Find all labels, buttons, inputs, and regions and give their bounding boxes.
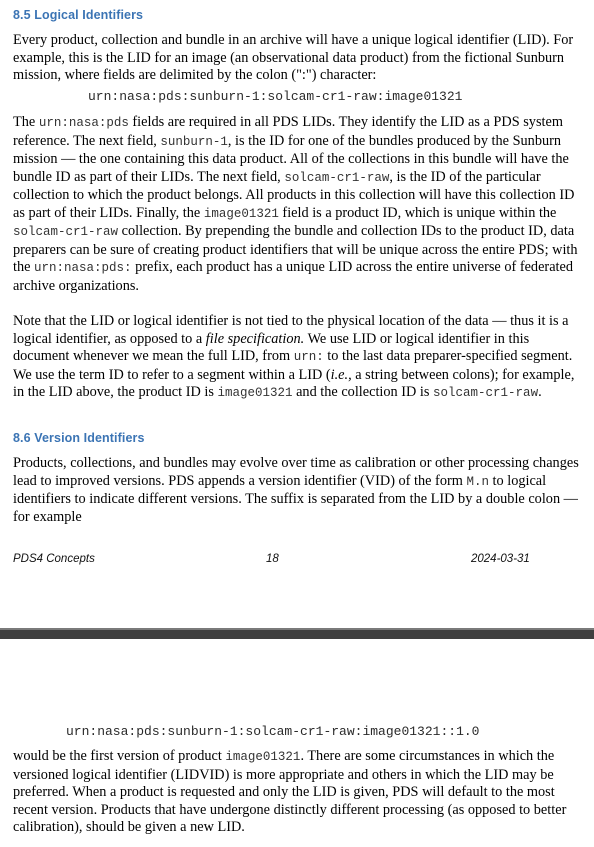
footer-document-title: PDS4 Concepts	[13, 553, 95, 565]
paragraph-lidvid: would be the first version of product image01321. There are some circumstances in which the versioned logical identifier (LIDVID) is more appropriate and others in which the LID may be preferred. When a product is requested and only the LID is given, PDS will default to the most recent version. Products that have undergone distinctly different processing (as opposed to better calibration), should be given a new LID.	[13, 748, 567, 835]
code-version-form: M.n	[466, 474, 489, 489]
paragraph-lid-note: Note that the LID or logical identifier is not tied to the physical location of the data — thus it is a logical identifier, as opposed to a file specification. We use LID or logical identifier in this document whenever we mean the full LID, from urn: to the last data preparer-specified segment. We use the term ID to refer to a segment within a LID (i.e., a string between colons); for example, in the LID above, the product ID is image01321 and the collection ID is solcam-cr1-raw.	[13, 313, 575, 400]
section-heading-version-identifiers: 8.6 Version Identifiers	[13, 431, 145, 445]
code-bundle-id: sunburn-1	[160, 134, 228, 149]
code-urn: urn:	[293, 350, 324, 364]
footer-date: 2024-03-31	[471, 553, 530, 565]
versioned-lid-example: urn:nasa:pds:sunburn-1:solcam-cr1-raw:image01321::1.0	[66, 724, 480, 739]
page-separator	[0, 628, 594, 639]
code-collection-id-example: solcam-cr1-raw	[433, 386, 539, 400]
footer-page-number: 18	[266, 553, 279, 565]
code-urn-nasa-pds: urn:nasa:pds	[38, 116, 129, 130]
paragraph-lid-fields: The urn:nasa:pds fields are required in all PDS LIDs. They identify the LID as a PDS system reference. The next field, sunburn-1, is the ID for one of the bundles produced by the Sunburn mission — the one containing this data product. All of the collections in this bundle will have the bundle ID as part of their LIDs. The next field, solcam-cr1-raw, is the ID of the particular collection to which the product belongs. All products in this collection will have this collection ID as part of their LIDs. Finally, the image01321 field is a product ID, which is unique within the solcam-cr1-raw collection. By prepending the bundle and collection IDs to the product ID, data preparers can be sure of creating product identifiers that will be unique across the entire PDS; with the urn:nasa:pds: prefix, each product has a unique LID across the entire universe of federated archive organizations.	[13, 114, 578, 294]
code-product-id: image01321	[203, 206, 279, 221]
example-lid: urn:nasa:pds:sunburn-1:solcam-cr1-raw:image01321	[88, 89, 463, 104]
code-product-id-example: image01321	[217, 386, 293, 400]
document-page-19	[0, 639, 594, 847]
code-collection-id-2: solcam-cr1-raw	[13, 225, 119, 239]
paragraph-version-intro: Products, collections, and bundles may evolve over time as calibration or other processing changes lead to improved versions. PDS appends a version identifier (VID) of the form M.n to logical identifiers to indicate different versions. The suffix is separated from the LID by a double colon — for example	[13, 455, 579, 525]
section-heading-logical-identifiers: 8.5 Logical Identifiers	[13, 8, 144, 22]
code-product-id-versioned: image01321	[225, 750, 301, 764]
code-collection-id: solcam-cr1-raw	[284, 170, 390, 185]
paragraph-lid-intro: Every product, collection and bundle in an archive will have a unique logical identifier (LID). For example, this is the LID for an image (an observational data product) from the fictional Sunburn mission, where fields are delimited by the colon (":") character:	[13, 32, 574, 83]
code-urn-prefix: urn:nasa:pds:	[34, 261, 132, 275]
